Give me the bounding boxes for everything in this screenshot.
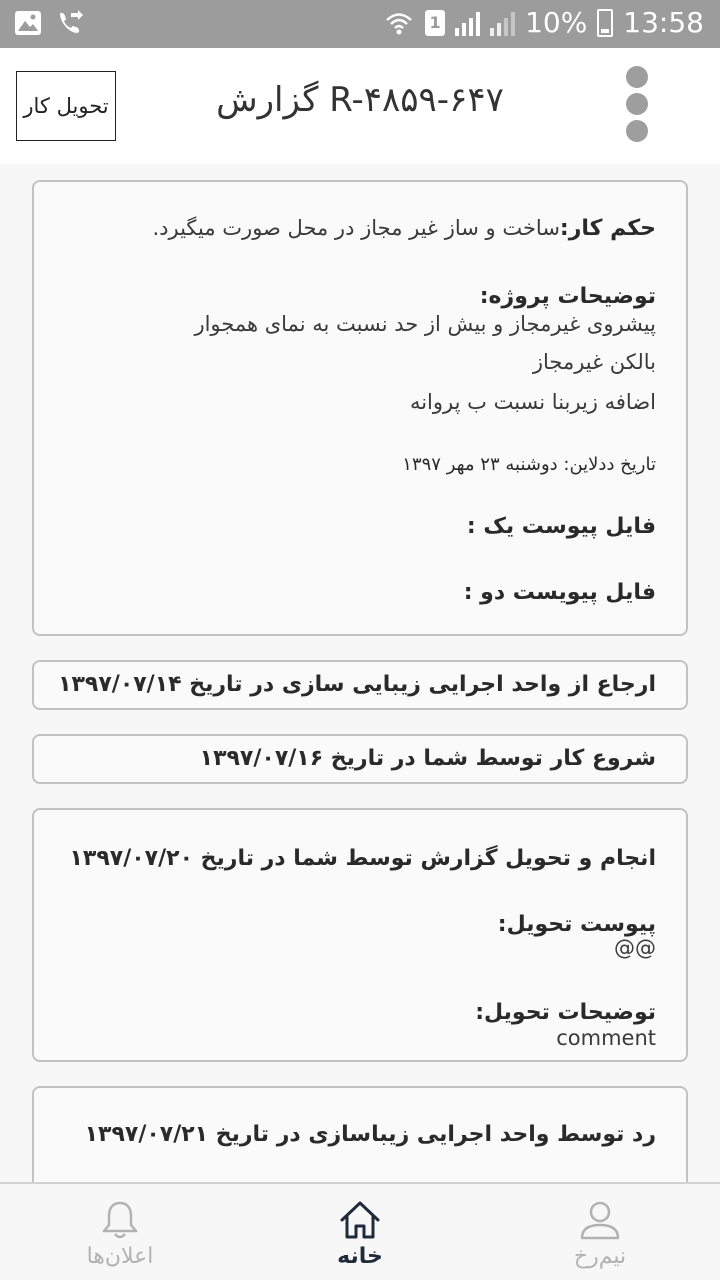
project-desc-line: بالکن غیرمجاز bbox=[532, 350, 656, 374]
work-order-row bbox=[54, 216, 656, 241]
wifi-icon bbox=[383, 10, 415, 36]
status-right-icons bbox=[383, 6, 704, 39]
nav-notifications-label: اعلان‌ها bbox=[86, 1244, 154, 1269]
history-item bbox=[32, 660, 688, 710]
page-title: گزارش R-۴۸۵۹-۶۴۷ bbox=[216, 80, 504, 120]
nav-home[interactable] bbox=[290, 1198, 430, 1269]
battery-icon bbox=[597, 9, 613, 37]
history-item-text: ارجاع از واحد اجرایی زیبایی سازی در تاریخ ۱۳۹۷/۰۷/۱۴ bbox=[58, 672, 656, 697]
gallery-notification-icon bbox=[14, 10, 42, 36]
deadline-text: تاریخ ددلاین: دوشنبه ۲۳ مهر ۱۳۹۷ bbox=[402, 454, 656, 475]
delivery-title: انجام و تحویل گزارش توسط شما در تاریخ ۱۳۹۷/۰۷/۲۰ bbox=[69, 846, 656, 871]
project-desc-label: توضیحات پروژه: bbox=[479, 284, 656, 309]
delivery-attachment-value[interactable]: @@ bbox=[614, 936, 656, 960]
delivery-attachment-label: پیوست تحویل: bbox=[497, 912, 656, 937]
delivery-notes-value: comment bbox=[556, 1026, 656, 1050]
signal-strength-icon bbox=[455, 10, 480, 36]
project-desc-line: اضافه زیربنا نسبت ب پروانه bbox=[409, 390, 656, 414]
project-desc-line: پیشروی غیرمجاز و بیش از حد نسبت به نمای همجوار bbox=[194, 312, 656, 336]
nav-notifications[interactable] bbox=[50, 1198, 190, 1269]
deliver-work-button[interactable]: تحویل کار bbox=[16, 71, 116, 141]
sim-slot-icon: 1 bbox=[425, 10, 445, 36]
work-order-label: حکم کار: bbox=[559, 216, 656, 241]
clock: 13:58 bbox=[623, 6, 704, 39]
overflow-menu-icon[interactable] bbox=[624, 66, 650, 142]
rejection-card bbox=[32, 1086, 688, 1182]
history-item-text: شروع کار توسط شما در تاریخ ۱۳۹۷/۰۷/۱۶ bbox=[199, 746, 656, 771]
delivery-notes-label: توضیحات تحویل: bbox=[475, 1000, 656, 1025]
bell-icon bbox=[98, 1198, 142, 1242]
nav-profile[interactable] bbox=[530, 1198, 670, 1269]
signal-strength-2-icon bbox=[490, 10, 515, 36]
nav-home-label: خانه bbox=[337, 1244, 383, 1269]
attachment-two-link[interactable]: فایل پیویست دو : bbox=[463, 580, 656, 605]
report-details-card bbox=[32, 180, 688, 636]
app-header bbox=[0, 48, 720, 164]
status-left-icons bbox=[14, 10, 84, 36]
delivery-card bbox=[32, 808, 688, 1062]
bottom-navigation bbox=[0, 1182, 720, 1280]
nav-profile-label: نیم‌رخ bbox=[573, 1244, 627, 1269]
report-content[interactable] bbox=[0, 164, 720, 1182]
history-item bbox=[32, 734, 688, 784]
attachment-one-link[interactable]: فایل پیوست یک : bbox=[466, 514, 656, 539]
battery-percent: 10% bbox=[525, 6, 588, 39]
call-forward-icon bbox=[56, 10, 84, 36]
user-icon bbox=[578, 1198, 622, 1242]
status-bar bbox=[0, 0, 720, 48]
work-order-text: ساخت و ساز غیر مجاز در محل صورت میگیرد. bbox=[152, 216, 560, 240]
rejection-title: رد توسط واحد اجرایی زیباسازی در تاریخ ۱۳۹۷/۰۷/۲۱ bbox=[84, 1122, 656, 1147]
home-icon bbox=[338, 1198, 382, 1242]
